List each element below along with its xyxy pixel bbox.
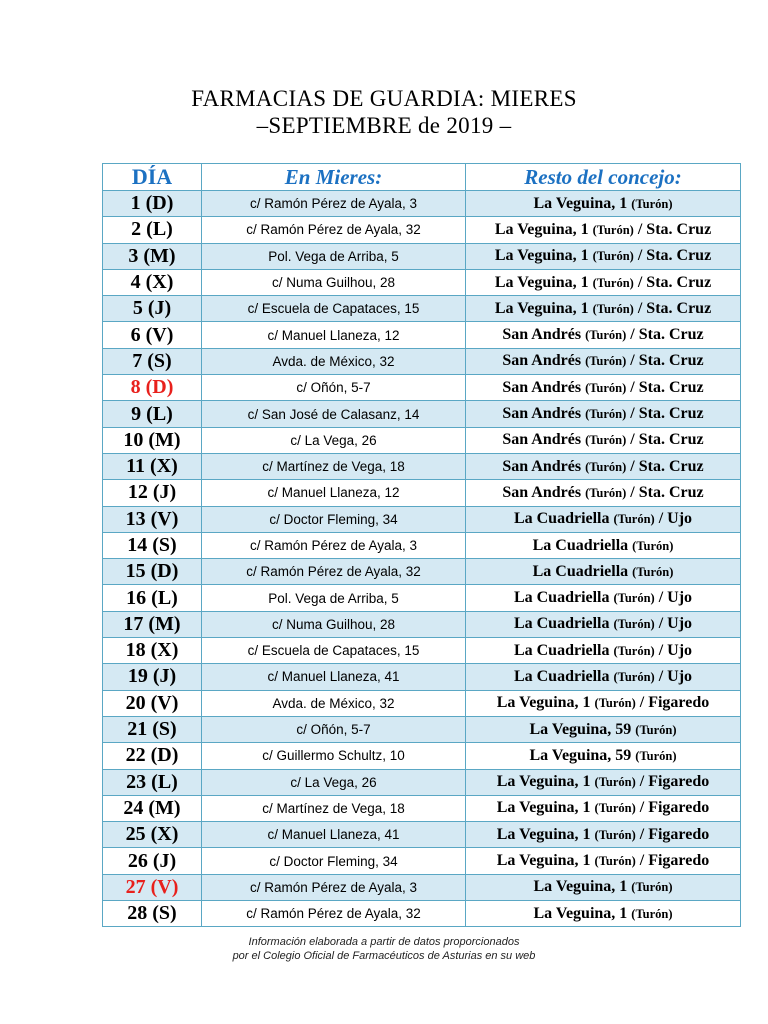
locality-note: (Turón) xyxy=(631,880,673,895)
footer-note-line2: por el Colegio Oficial de Farmacéuticos de Asturias en su web xyxy=(232,950,536,962)
day-cell: 6 (V) xyxy=(103,322,202,348)
mieres-pharmacy-cell: c/ Doctor Fleming, 34 xyxy=(202,848,466,874)
day-cell: 3 (M) xyxy=(103,243,202,269)
pharmacy-location-text: La Veguina, 1 xyxy=(533,878,632,896)
rest-of-council-cell xyxy=(466,243,741,269)
table-row xyxy=(103,401,741,427)
pharmacy-location-text: La Veguina, 1 xyxy=(494,273,593,291)
pharmacy-location-text: La Cuadriella xyxy=(513,510,614,528)
mieres-pharmacy-cell: c/ Guillermo Schultz, 10 xyxy=(202,743,466,769)
table-header-row xyxy=(103,164,741,191)
locality-note: (Turón) xyxy=(613,643,655,658)
locality-note: (Turón) xyxy=(631,906,673,921)
day-cell: 16 (L) xyxy=(103,585,202,611)
pharmacy-location-text: / Ujo xyxy=(654,667,693,685)
pharmacy-location-text: La Veguina, 1 xyxy=(494,220,593,238)
mieres-pharmacy-cell: c/ Ramón Pérez de Ayala, 3 xyxy=(202,532,466,558)
mieres-pharmacy-cell: c/ Escuela de Capataces, 15 xyxy=(202,638,466,664)
rest-of-council-cell xyxy=(466,453,741,479)
day-cell: 18 (X) xyxy=(103,638,202,664)
pharmacy-schedule-table xyxy=(102,163,741,927)
rest-of-council-cell xyxy=(466,822,741,848)
rest-of-council-cell xyxy=(466,480,741,506)
pharmacy-location-text: La Veguina, 1 xyxy=(496,852,595,870)
table-row xyxy=(103,901,741,927)
table-row xyxy=(103,296,741,322)
day-cell: 26 (J) xyxy=(103,848,202,874)
table-row xyxy=(103,217,741,243)
pharmacy-location-text: La Veguina, 1 xyxy=(533,194,632,212)
rest-of-council-cell xyxy=(466,191,741,217)
pharmacy-location-text: / Sta. Cruz xyxy=(633,220,712,238)
rest-of-council-cell xyxy=(466,322,741,348)
pharmacy-location-text: La Cuadriella xyxy=(513,667,614,685)
locality-note: (Turón) xyxy=(585,354,627,369)
table-row xyxy=(103,532,741,558)
header-rest: Resto del concejo: xyxy=(466,164,741,191)
pharmacy-location-text: / Figaredo xyxy=(635,694,710,712)
mieres-pharmacy-cell: Pol. Vega de Arriba, 5 xyxy=(202,585,466,611)
pharmacy-location-text: / Sta. Cruz xyxy=(633,247,712,265)
table-row xyxy=(103,243,741,269)
pharmacy-location-text: / Ujo xyxy=(654,510,693,528)
day-cell: 12 (J) xyxy=(103,480,202,506)
day-cell: 20 (V) xyxy=(103,690,202,716)
day-cell: 13 (V) xyxy=(103,506,202,532)
pharmacy-location-text: La Veguina, 1 xyxy=(496,799,595,817)
rest-of-council-cell xyxy=(466,874,741,900)
locality-note: (Turón) xyxy=(631,196,673,211)
rest-of-council-cell xyxy=(466,427,741,453)
mieres-pharmacy-cell: c/ Manuel Llaneza, 12 xyxy=(202,480,466,506)
locality-note: (Turón) xyxy=(594,775,636,790)
mieres-pharmacy-cell: c/ Manuel Llaneza, 41 xyxy=(202,822,466,848)
day-cell: 25 (X) xyxy=(103,822,202,848)
pharmacy-location-text: La Cuadriella xyxy=(513,641,614,659)
pharmacy-location-text: / Sta. Cruz xyxy=(626,352,704,370)
rest-of-council-cell xyxy=(466,585,741,611)
day-cell: 1 (D) xyxy=(103,191,202,217)
table-row xyxy=(103,585,741,611)
day-cell: 23 (L) xyxy=(103,769,202,795)
day-cell: 7 (S) xyxy=(103,348,202,374)
rest-of-council-cell xyxy=(466,611,741,637)
table-row xyxy=(103,269,741,295)
day-cell: 17 (M) xyxy=(103,611,202,637)
pharmacy-location-text: San Andrés xyxy=(502,352,586,370)
mieres-pharmacy-cell: Pol. Vega de Arriba, 5 xyxy=(202,243,466,269)
mieres-pharmacy-cell: c/ Oñón, 5-7 xyxy=(202,716,466,742)
table-row xyxy=(103,348,741,374)
pharmacy-location-text: La Veguina, 59 xyxy=(529,746,636,764)
pharmacy-location-text: / Sta. Cruz xyxy=(626,457,704,475)
rest-of-council-cell xyxy=(466,348,741,374)
mieres-pharmacy-cell: c/ San José de Calasanz, 14 xyxy=(202,401,466,427)
day-cell: 22 (D) xyxy=(103,743,202,769)
day-cell: 2 (L) xyxy=(103,217,202,243)
mieres-pharmacy-cell: Avda. de México, 32 xyxy=(202,348,466,374)
pharmacy-location-text: San Andrés xyxy=(502,378,586,396)
locality-note: (Turón) xyxy=(594,827,636,842)
locality-note: (Turón) xyxy=(632,564,674,579)
pharmacy-location-text: La Cuadriella xyxy=(532,536,633,554)
mieres-pharmacy-cell: c/ Manuel Llaneza, 12 xyxy=(202,322,466,348)
table-row xyxy=(103,191,741,217)
rest-of-council-cell xyxy=(466,769,741,795)
day-cell: 9 (L) xyxy=(103,401,202,427)
rest-of-council-cell xyxy=(466,901,741,927)
locality-note: (Turón) xyxy=(635,748,677,763)
pharmacy-location-text: La Veguina, 59 xyxy=(529,720,636,738)
rest-of-council-cell xyxy=(466,217,741,243)
day-cell: 8 (D) xyxy=(103,375,202,401)
day-cell: 24 (M) xyxy=(103,795,202,821)
locality-note: (Turón) xyxy=(613,512,655,527)
page-subtitle: –SEPTIEMBRE de 2019 – xyxy=(256,113,512,138)
rest-of-council-cell xyxy=(466,795,741,821)
day-cell: 19 (J) xyxy=(103,664,202,690)
day-cell: 27 (V) xyxy=(103,874,202,900)
pharmacy-location-text: / Sta. Cruz xyxy=(626,326,704,344)
table-row xyxy=(103,664,741,690)
header-mieres: En Mieres: xyxy=(202,164,466,191)
rest-of-council-cell xyxy=(466,506,741,532)
table-row xyxy=(103,427,741,453)
pharmacy-location-text: / Sta. Cruz xyxy=(626,405,704,423)
mieres-pharmacy-cell: c/ Ramón Pérez de Ayala, 3 xyxy=(202,191,466,217)
locality-note: (Turón) xyxy=(592,222,634,237)
pharmacy-location-text: / Figaredo xyxy=(635,825,710,843)
pharmacy-location-text: San Andrés xyxy=(502,405,586,423)
rest-of-council-cell xyxy=(466,638,741,664)
mieres-pharmacy-cell: c/ Martínez de Vega, 18 xyxy=(202,795,466,821)
table-row xyxy=(103,874,741,900)
pharmacy-location-text: La Veguina, 1 xyxy=(494,247,593,265)
locality-note: (Turón) xyxy=(592,275,634,290)
locality-note: (Turón) xyxy=(585,328,627,343)
footer-note-line1: Información elaborada a partir de datos proporcionados xyxy=(248,936,520,948)
day-cell: 14 (S) xyxy=(103,532,202,558)
day-cell: 11 (X) xyxy=(103,453,202,479)
pharmacy-location-text: / Sta. Cruz xyxy=(633,273,712,291)
mieres-pharmacy-cell: c/ La Vega, 26 xyxy=(202,769,466,795)
mieres-pharmacy-cell: c/ Ramón Pérez de Ayala, 32 xyxy=(202,217,466,243)
pharmacy-location-text: / Sta. Cruz xyxy=(626,431,704,449)
mieres-pharmacy-cell: c/ Ramón Pérez de Ayala, 3 xyxy=(202,874,466,900)
table-row xyxy=(103,611,741,637)
pharmacy-location-text: San Andrés xyxy=(502,457,586,475)
rest-of-council-cell xyxy=(466,848,741,874)
locality-note: (Turón) xyxy=(594,854,636,869)
pharmacy-location-text: La Cuadriella xyxy=(513,589,614,607)
day-cell: 21 (S) xyxy=(103,716,202,742)
locality-note: (Turón) xyxy=(585,485,627,500)
pharmacy-location-text: / Ujo xyxy=(654,615,693,633)
rest-of-council-cell xyxy=(466,664,741,690)
day-cell: 15 (D) xyxy=(103,559,202,585)
mieres-pharmacy-cell: c/ Ramón Pérez de Ayala, 32 xyxy=(202,559,466,585)
pharmacy-location-text: La Veguina, 1 xyxy=(496,825,595,843)
rest-of-council-cell xyxy=(466,375,741,401)
table-row xyxy=(103,743,741,769)
day-cell: 5 (J) xyxy=(103,296,202,322)
mieres-pharmacy-cell: c/ Manuel Llaneza, 41 xyxy=(202,664,466,690)
mieres-pharmacy-cell: c/ Numa Guilhou, 28 xyxy=(202,611,466,637)
pharmacy-location-text: / Figaredo xyxy=(635,773,710,791)
pharmacy-location-text: / Figaredo xyxy=(635,799,710,817)
rest-of-council-cell xyxy=(466,532,741,558)
locality-note: (Turón) xyxy=(585,433,627,448)
table-row xyxy=(103,690,741,716)
rest-of-council-cell xyxy=(466,716,741,742)
table-row xyxy=(103,322,741,348)
table-row xyxy=(103,822,741,848)
rest-of-council-cell xyxy=(466,296,741,322)
pharmacy-location-text: / Sta. Cruz xyxy=(626,483,704,501)
locality-note: (Turón) xyxy=(592,249,634,264)
mieres-pharmacy-cell: c/ Escuela de Capataces, 15 xyxy=(202,296,466,322)
pharmacy-location-text: La Cuadriella xyxy=(532,562,633,580)
pharmacy-location-text: / Sta. Cruz xyxy=(633,299,712,317)
table-row xyxy=(103,480,741,506)
table-row xyxy=(103,506,741,532)
pharmacy-location-text: La Veguina, 1 xyxy=(496,694,595,712)
pharmacy-location-text: La Veguina, 1 xyxy=(494,299,593,317)
rest-of-council-cell xyxy=(466,690,741,716)
mieres-pharmacy-cell: c/ Numa Guilhou, 28 xyxy=(202,269,466,295)
header-day: DÍA xyxy=(103,164,202,191)
locality-note: (Turón) xyxy=(613,591,655,606)
mieres-pharmacy-cell: c/ Doctor Fleming, 34 xyxy=(202,506,466,532)
pharmacy-location-text: La Veguina, 1 xyxy=(533,904,632,922)
table-row xyxy=(103,375,741,401)
locality-note: (Turón) xyxy=(632,538,674,553)
locality-note: (Turón) xyxy=(585,380,627,395)
pharmacy-location-text: / Figaredo xyxy=(635,852,710,870)
mieres-pharmacy-cell: c/ Martínez de Vega, 18 xyxy=(202,453,466,479)
table-row xyxy=(103,638,741,664)
pharmacy-location-text: San Andrés xyxy=(502,431,586,449)
locality-note: (Turón) xyxy=(613,669,655,684)
page-title: FARMACIAS DE GUARDIA: MIERES xyxy=(191,86,577,111)
pharmacy-location-text: / Sta. Cruz xyxy=(626,378,704,396)
locality-note: (Turón) xyxy=(635,722,677,737)
locality-note: (Turón) xyxy=(592,301,634,316)
day-cell: 4 (X) xyxy=(103,269,202,295)
rest-of-council-cell xyxy=(466,401,741,427)
table-row xyxy=(103,848,741,874)
locality-note: (Turón) xyxy=(585,459,627,474)
pharmacy-location-text: / Ujo xyxy=(654,641,693,659)
table-row xyxy=(103,795,741,821)
day-cell: 28 (S) xyxy=(103,901,202,927)
rest-of-council-cell xyxy=(466,559,741,585)
mieres-pharmacy-cell: c/ La Vega, 26 xyxy=(202,427,466,453)
pharmacy-location-text: La Veguina, 1 xyxy=(496,773,595,791)
mieres-pharmacy-cell: Avda. de México, 32 xyxy=(202,690,466,716)
table-row xyxy=(103,453,741,479)
day-cell: 10 (M) xyxy=(103,427,202,453)
rest-of-council-cell xyxy=(466,743,741,769)
mieres-pharmacy-cell: c/ Oñón, 5-7 xyxy=(202,375,466,401)
pharmacy-location-text: La Cuadriella xyxy=(513,615,614,633)
pharmacy-location-text: San Andrés xyxy=(502,326,586,344)
table-row xyxy=(103,559,741,585)
pharmacy-location-text: / Ujo xyxy=(654,589,693,607)
locality-note: (Turón) xyxy=(613,617,655,632)
locality-note: (Turón) xyxy=(594,696,636,711)
mieres-pharmacy-cell: c/ Ramón Pérez de Ayala, 32 xyxy=(202,901,466,927)
rest-of-council-cell xyxy=(466,269,741,295)
table-row xyxy=(103,769,741,795)
locality-note: (Turón) xyxy=(585,407,627,422)
pharmacy-location-text: San Andrés xyxy=(502,483,586,501)
table-row xyxy=(103,716,741,742)
locality-note: (Turón) xyxy=(594,801,636,816)
